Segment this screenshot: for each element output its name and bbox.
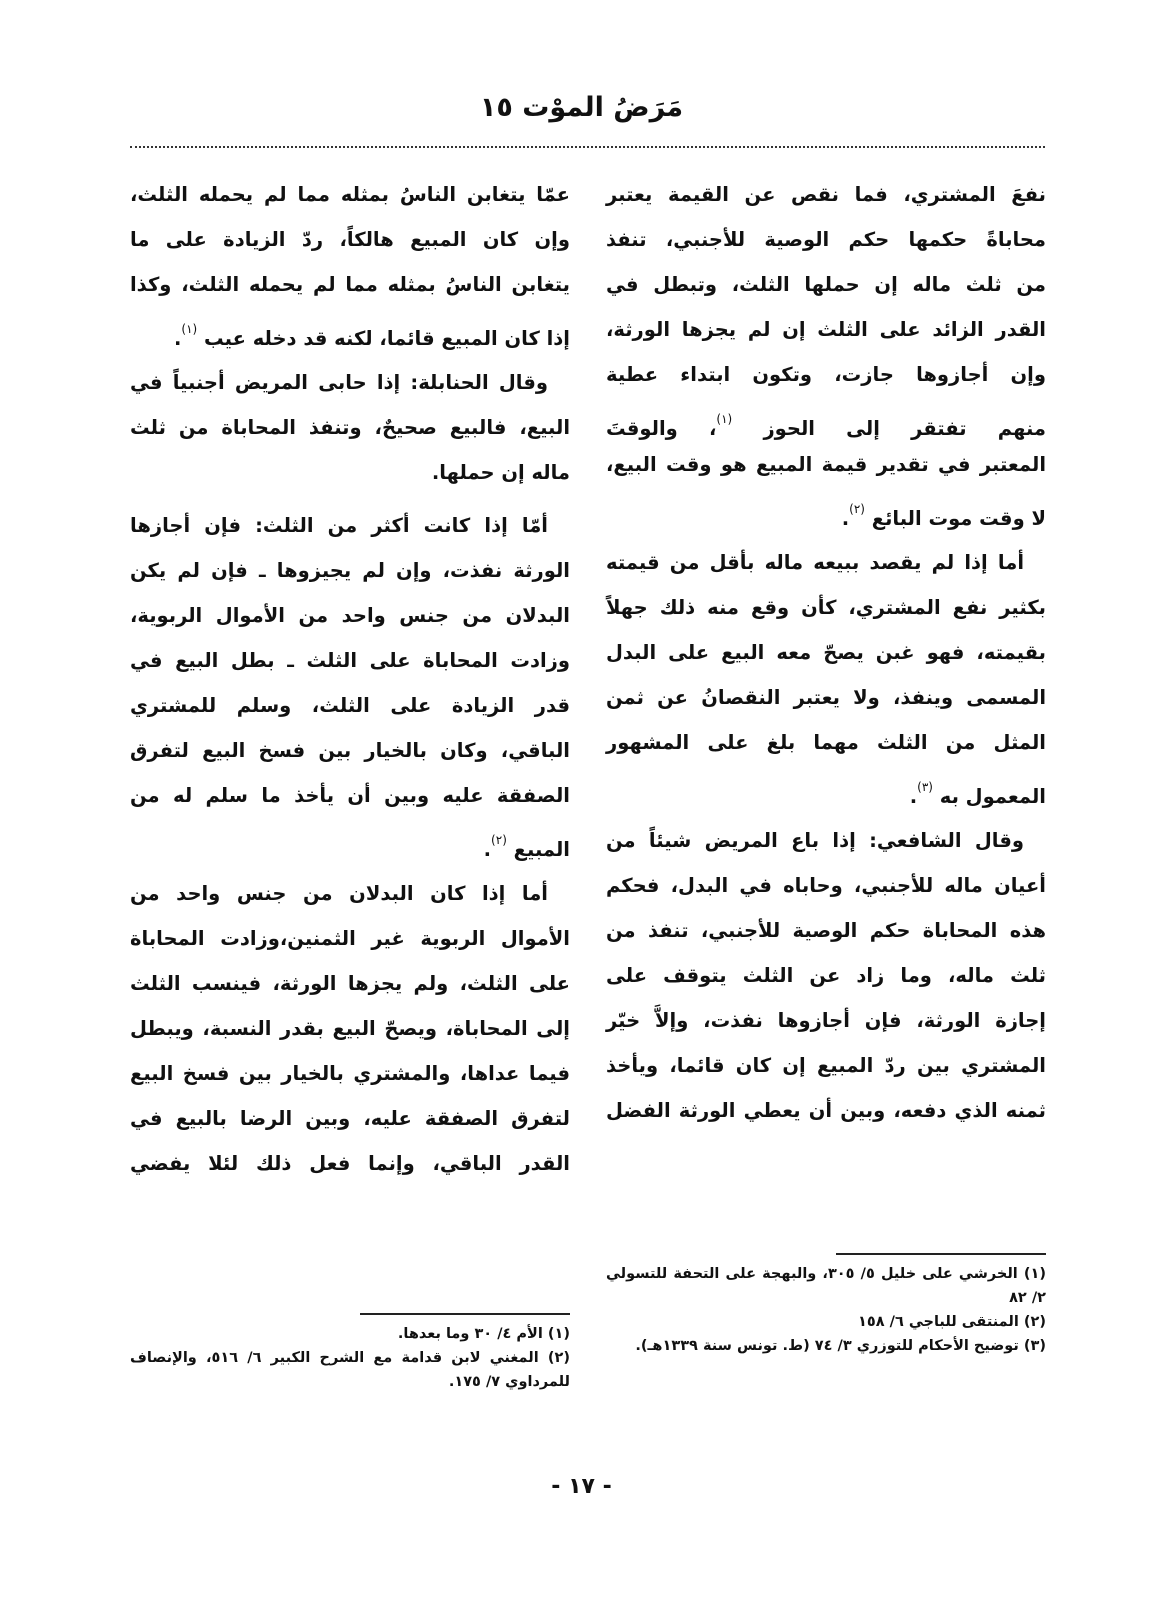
- line-text-after: .: [909, 785, 918, 808]
- text-line: [606, 442, 1046, 487]
- running-header: مَرَضُ الموْت ١٥: [479, 92, 684, 123]
- text-line: [606, 1043, 1046, 1088]
- line-text: ماله إن حملها.: [431, 461, 570, 484]
- line-text: وإن أجازوها جازت، وتكون ابتداء عطية: [606, 363, 1046, 386]
- line-text: من ثلث ماله إن حملها الثلث، وتبطل في: [606, 273, 1046, 296]
- line-text: قدر الزيادة على الثلث، وسلم للمشتري: [130, 694, 570, 717]
- page-number: - ١٧ -: [551, 1474, 612, 1499]
- line-text: أما إذا لم يقصد ببيعه ماله بأقل من قيمته: [606, 551, 1024, 574]
- footnote: (٣) توضيح الأحكام للتوزري ٣/ ٧٤ (ط. تونس سنة ١٣٣٩هـ).: [635, 1338, 1046, 1354]
- text-line: [130, 773, 570, 818]
- footnote-marker: (٢): [491, 833, 507, 847]
- text-line: [130, 728, 570, 773]
- text-line: [606, 998, 1046, 1043]
- line-text: نفعَ المشتري، فما نقص عن القيمة يعتبر: [606, 183, 1046, 206]
- line-text: بقيمته، فهو غبن يصحّ معه البيع على البدل: [606, 641, 1046, 664]
- text-line: [606, 217, 1046, 262]
- line-text: وقال الشافعي: إذا باع المريض شيئاً من: [606, 829, 1024, 852]
- line-text: وإن كان المبيع هالكاً، ردّ الزيادة على ما: [130, 228, 570, 251]
- text-line: [130, 405, 570, 450]
- text-line: [606, 1088, 1046, 1133]
- line-text: أما إذا كان البدلان من جنس واحد من: [130, 882, 548, 905]
- line-text-after: .: [841, 507, 850, 530]
- text-line: [130, 172, 570, 217]
- line-text: إذا كان المبيع قائما، لكنه قد دخله عيب: [204, 327, 570, 350]
- line-text: القدر الباقي، وإنما فعل ذلك لئلا يفضي: [130, 1152, 570, 1175]
- text-line: [606, 540, 1046, 585]
- line-text-after: .: [173, 327, 182, 350]
- text-line: [606, 720, 1046, 765]
- text-line: [606, 307, 1046, 352]
- text-line: [606, 487, 1046, 532]
- right-footnote-rule: [836, 1253, 1046, 1255]
- line-text-after: .: [483, 838, 492, 861]
- text-line: [606, 630, 1046, 675]
- line-text: بكثير نفع المشتري، كأن وقع منه ذلك جهلاً: [606, 596, 1046, 619]
- footnote: (١) الأم ٤/ ٣٠ وما بعدها.: [397, 1326, 570, 1342]
- left-footnotes: [130, 1322, 570, 1394]
- right-footnotes: [606, 1262, 1046, 1358]
- left-text-column: [130, 172, 570, 1186]
- line-text: هذه المحاباة حكم الوصية للأجنبي، تنفذ من: [606, 919, 1046, 942]
- line-text: فيما عداها، والمشتري بالخيار بين فسخ البيع: [130, 1062, 570, 1085]
- line-text: الورثة نفذت، وإن لم يجيزوها ـ فإن لم يكن: [130, 559, 570, 582]
- line-text: المبيع: [513, 838, 570, 861]
- line-text: ثمنه الذي دفعه، وبين أن يعطي الورثة الفضل: [606, 1099, 1046, 1122]
- text-line: [130, 548, 570, 593]
- line-text: عمّا يتغابن الناسُ بمثله مما لم يحمله الثلث،: [130, 183, 570, 206]
- line-text: القدر الزائد على الثلث إن لم يجزها الورثة،: [606, 318, 1046, 341]
- header-dotted-divider: [130, 146, 1045, 148]
- footnote-marker: (٢): [849, 502, 865, 516]
- text-line: [130, 638, 570, 683]
- text-line: [130, 683, 570, 728]
- text-line: [130, 1096, 570, 1141]
- text-line: [130, 503, 570, 548]
- line-text: الصفقة عليه وبين أن يأخذ ما سلم له من: [130, 784, 570, 807]
- line-text: منهم تفتقر إلى الحوز: [763, 417, 1046, 440]
- text-line: [606, 172, 1046, 217]
- text-line: [606, 675, 1046, 720]
- line-text: أمّا إذا كانت أكثر من الثلث: فإن أجازها: [130, 514, 548, 537]
- line-text: المعتبر في تقدير قيمة المبيع هو وقت البيع،: [606, 453, 1046, 476]
- text-line: [130, 217, 570, 262]
- text-line: [130, 307, 570, 352]
- text-line: [130, 1141, 570, 1186]
- line-text: الأموال الربوية غير الثمنين،وزادت المحاباة: [130, 927, 570, 950]
- text-line: [606, 585, 1046, 630]
- line-text: وقال الحنابلة: إذا حابى المريض أجنبياً في: [130, 371, 548, 394]
- text-line: [606, 953, 1046, 998]
- footnote-marker: (١): [181, 322, 198, 336]
- line-text: البيع، فالبيع صحيحٌ، وتنفذ المحاباة من ثلث: [130, 416, 570, 439]
- right-text-column: [606, 172, 1046, 1133]
- line-text: المسمى وينفذ، ولا يعتبر النقصانُ عن ثمن: [606, 686, 1046, 709]
- line-text: محاباةً حكمها حكم الوصية للأجنبي، تنفذ: [606, 228, 1046, 251]
- text-line: [130, 871, 570, 916]
- text-line: [606, 352, 1046, 397]
- text-line: [130, 961, 570, 1006]
- footnote: (٢) المغني لابن قدامة مع الشرح الكبير ٦/ ٥١٦، والإنصاف للمرداوي ٧/ ١٧٥.: [130, 1350, 570, 1390]
- footnote: (٢) المنتقى للباجي ٦/ ١٥٨: [858, 1314, 1046, 1330]
- line-text: ثلث ماله، وما زاد عن الثلث يتوقف على: [606, 964, 1046, 987]
- line-text: إلى المحاباة، ويصحّ البيع بقدر النسبة، ويبطل: [130, 1017, 570, 1040]
- footnote-marker: (٣): [917, 780, 933, 794]
- line-text: على الثلث، ولم يجزها الورثة، فينسب الثلث: [130, 972, 570, 995]
- line-text: المعمول به: [939, 785, 1046, 808]
- left-footnote-rule: [360, 1313, 570, 1315]
- line-text: المثل من الثلث مهما بلغ على المشهور: [606, 731, 1046, 754]
- text-line: [606, 908, 1046, 953]
- footnote-marker: (١): [716, 412, 733, 426]
- text-line: [606, 765, 1046, 810]
- text-line: [606, 818, 1046, 863]
- line-text: المشتري بين ردّ المبيع إن كان قائما، ويأخذ: [606, 1054, 1046, 1077]
- text-line: [130, 360, 570, 405]
- line-text: الباقي، وكان بالخيار بين فسخ البيع لتفرق: [130, 739, 570, 762]
- line-text: البدلان من جنس واحد من الأموال الربوية،: [130, 604, 570, 627]
- line-text: يتغابن الناسُ بمثله مما لم يحمله الثلث، وكذا: [130, 273, 570, 296]
- text-line: [130, 1051, 570, 1096]
- line-text: إجازة الورثة، فإن أجازوها نفذت، وإلاَّ خيّر: [606, 1009, 1046, 1032]
- text-line: [130, 593, 570, 638]
- line-text: وزادت المحاباة على الثلث ـ بطل البيع في: [130, 649, 570, 672]
- text-line: [130, 1006, 570, 1051]
- line-text-after: ، والوقتَ: [606, 417, 717, 440]
- line-text: أعيان ماله للأجنبي، وحاباه في البدل، فحكم: [606, 874, 1046, 897]
- text-line: [130, 262, 570, 307]
- text-line: [606, 397, 1046, 442]
- text-line: [130, 916, 570, 961]
- text-line: [130, 818, 570, 863]
- text-line: [606, 863, 1046, 908]
- text-line: [606, 262, 1046, 307]
- line-text: لتفرق الصفقة عليه، وبين الرضا بالبيع في: [130, 1107, 570, 1130]
- text-line: [130, 450, 570, 495]
- footnote: (١) الخرشي على خليل ٥/ ٣٠٥، والبهجة على التحفة للتسولي ٢/ ٨٢: [606, 1266, 1046, 1306]
- line-text: لا وقت موت البائع: [871, 507, 1046, 530]
